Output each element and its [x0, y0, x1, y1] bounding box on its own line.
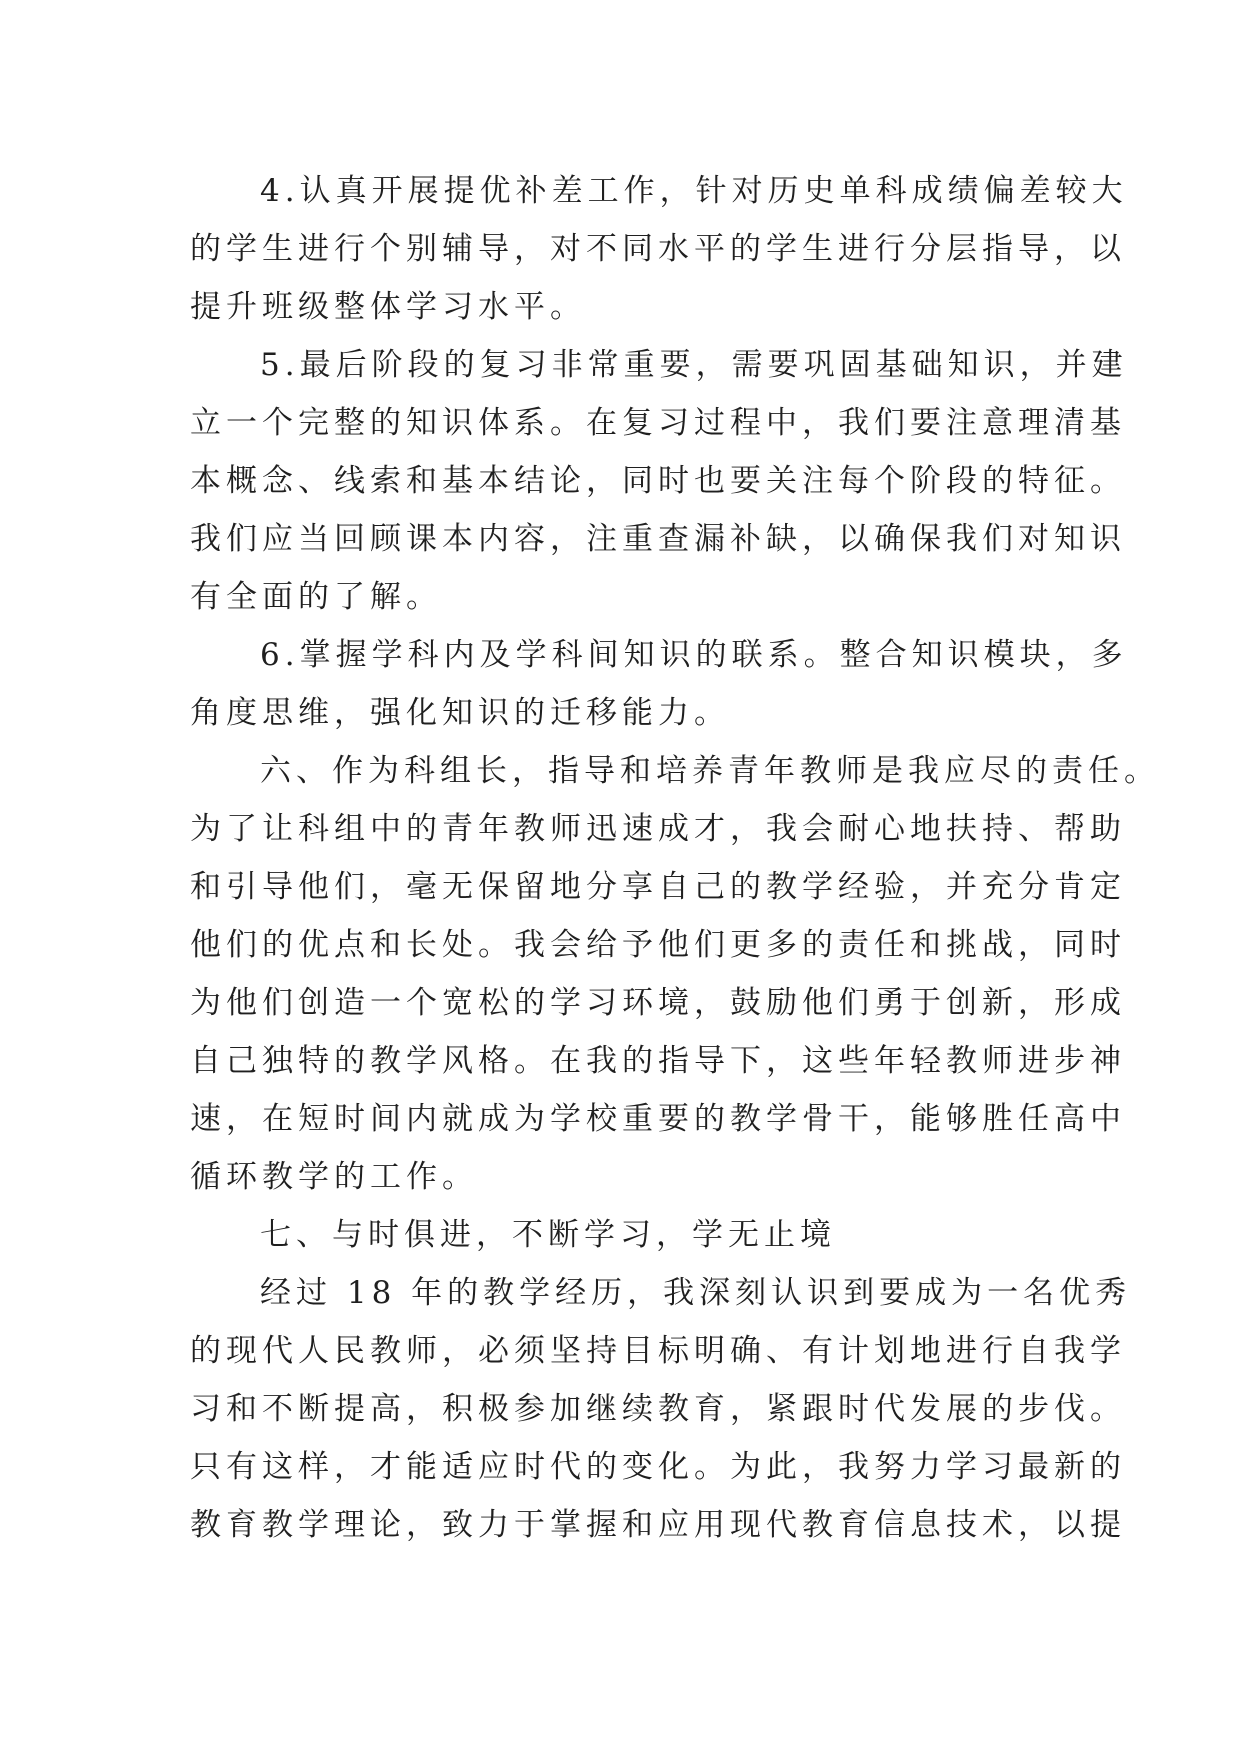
text-line: 本概念、线索和基本结论，同时也要关注每个阶段的特征。 [190, 463, 1126, 499]
section-heading-line: 六、作为科组长，指导和培养青年教师是我应尽的责任。 [260, 753, 1160, 789]
text-line: 6.掌握学科内及学科间知识的联系。整合知识模块，多 [260, 637, 1128, 673]
section-heading-line: 七、与时俱进，不断学习，学无止境 [260, 1217, 836, 1253]
text-line: 为他们创造一个宽松的学习环境，鼓励他们勇于创新，形成 [190, 985, 1126, 1021]
text-line: 角度思维，强化知识的迁移能力。 [190, 695, 730, 731]
text-line: 只有这样，才能适应时代的变化。为此，我努力学习最新的 [190, 1449, 1126, 1485]
text-line: 速，在短时间内就成为学校重要的教学骨干，能够胜任高中 [190, 1101, 1126, 1137]
text-line: 的现代人民教师，必须坚持目标明确、有计划地进行自我学 [190, 1333, 1126, 1369]
text-line: 和引导他们，毫无保留地分享自己的教学经验，并充分肯定 [190, 869, 1126, 905]
text-line: 教育教学理论，致力于掌握和应用现代教育信息技术，以提 [190, 1507, 1126, 1543]
text-line: 为了让科组中的青年教师迅速成才，我会耐心地扶持、帮助 [190, 811, 1126, 847]
text-line: 立一个完整的知识体系。在复习过程中，我们要注意理清基 [190, 405, 1126, 441]
text-line: 循环教学的工作。 [190, 1159, 478, 1195]
text-line: 的学生进行个别辅导，对不同水平的学生进行分层指导，以 [190, 231, 1126, 267]
text-line: 提升班级整体学习水平。 [190, 289, 586, 325]
text-line: 他们的优点和长处。我会给予他们更多的责任和挑战，同时 [190, 927, 1126, 963]
text-line: 习和不断提高，积极参加继续教育，紧跟时代发展的步伐。 [190, 1391, 1126, 1427]
text-line: 5.最后阶段的复习非常重要，需要巩固基础知识，并建 [260, 347, 1128, 383]
text-line: 经过 18 年的教学经历，我深刻认识到要成为一名优秀 [260, 1275, 1132, 1311]
text-line: 有全面的了解。 [190, 579, 442, 615]
text-line: 我们应当回顾课本内容，注重查漏补缺，以确保我们对知识 [190, 521, 1126, 557]
body-text [190, 162, 1160, 1554]
text-line: 自己独特的教学风格。在我的指导下，这些年轻教师进步神 [190, 1043, 1126, 1079]
text-line: 4.认真开展提优补差工作，针对历史单科成绩偏差较大 [260, 173, 1128, 209]
